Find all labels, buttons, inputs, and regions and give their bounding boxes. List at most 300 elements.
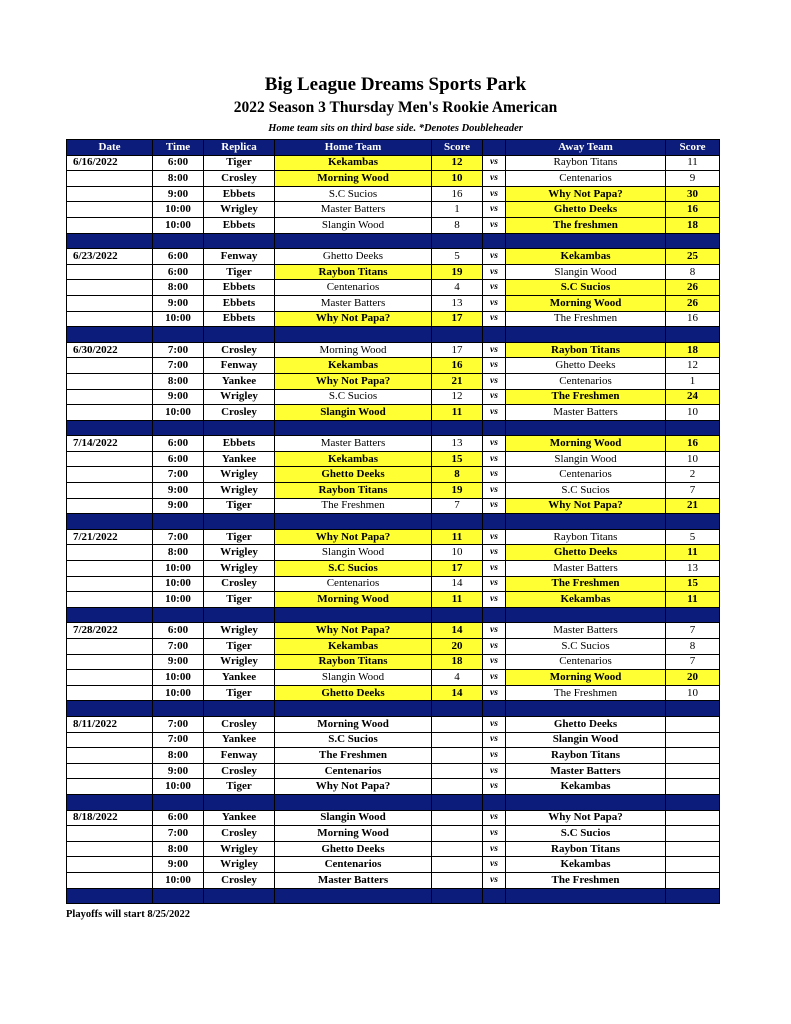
game-time: 7:00 bbox=[153, 826, 204, 842]
game-date bbox=[67, 654, 153, 670]
vs-label: vs bbox=[483, 389, 506, 405]
game-date bbox=[67, 779, 153, 795]
game-date bbox=[67, 857, 153, 873]
home-score bbox=[432, 716, 483, 732]
separator-cell bbox=[153, 233, 204, 249]
vs-label: vs bbox=[483, 155, 506, 171]
away-score: 16 bbox=[666, 436, 720, 452]
away-team: The Freshmen bbox=[506, 576, 666, 592]
game-replica: Tiger bbox=[204, 685, 275, 701]
home-score: 13 bbox=[432, 295, 483, 311]
away-score: 16 bbox=[666, 311, 720, 327]
home-score: 14 bbox=[432, 685, 483, 701]
game-time: 7:00 bbox=[153, 732, 204, 748]
away-score: 13 bbox=[666, 561, 720, 577]
game-date bbox=[67, 763, 153, 779]
home-score bbox=[432, 872, 483, 888]
separator-cell bbox=[204, 327, 275, 343]
home-score: 7 bbox=[432, 498, 483, 514]
separator-cell bbox=[275, 233, 432, 249]
game-time: 8:00 bbox=[153, 280, 204, 296]
home-team: Kekambas bbox=[275, 451, 432, 467]
home-team: Raybon Titans bbox=[275, 264, 432, 280]
home-team: Why Not Papa? bbox=[275, 311, 432, 327]
separator-cell bbox=[67, 607, 153, 623]
game-replica: Crosley bbox=[204, 576, 275, 592]
home-score: 21 bbox=[432, 373, 483, 389]
away-team: Centenarios bbox=[506, 654, 666, 670]
vs-label: vs bbox=[483, 592, 506, 608]
separator-cell bbox=[432, 794, 483, 810]
home-score: 8 bbox=[432, 217, 483, 233]
game-replica: Crosley bbox=[204, 171, 275, 187]
separator-cell bbox=[153, 327, 204, 343]
home-team: Centenarios bbox=[275, 576, 432, 592]
separator-cell bbox=[666, 701, 720, 717]
vs-label: vs bbox=[483, 358, 506, 374]
home-score bbox=[432, 810, 483, 826]
separator-cell bbox=[506, 607, 666, 623]
week-separator bbox=[67, 420, 720, 436]
home-team: Morning Wood bbox=[275, 592, 432, 608]
game-time: 10:00 bbox=[153, 561, 204, 577]
game-date bbox=[67, 280, 153, 296]
away-score bbox=[666, 841, 720, 857]
home-score: 17 bbox=[432, 311, 483, 327]
away-score bbox=[666, 872, 720, 888]
away-team: Ghetto Deeks bbox=[506, 545, 666, 561]
home-score: 1 bbox=[432, 202, 483, 218]
home-team: Why Not Papa? bbox=[275, 779, 432, 795]
game-date: 6/23/2022 bbox=[67, 249, 153, 265]
separator-cell bbox=[275, 794, 432, 810]
away-team: Slangin Wood bbox=[506, 264, 666, 280]
home-team: Raybon Titans bbox=[275, 654, 432, 670]
header-away-score: Score bbox=[666, 140, 720, 156]
playoffs-note: Playoffs will start 8/25/2022 bbox=[66, 909, 190, 920]
table-header-row bbox=[67, 140, 720, 156]
home-team: Kekambas bbox=[275, 358, 432, 374]
game-replica: Crosley bbox=[204, 716, 275, 732]
table-row bbox=[67, 748, 720, 764]
away-team: Slangin Wood bbox=[506, 732, 666, 748]
home-team: Master Batters bbox=[275, 202, 432, 218]
table-row bbox=[67, 171, 720, 187]
separator-cell bbox=[67, 888, 153, 904]
separator-cell bbox=[506, 701, 666, 717]
home-team: Why Not Papa? bbox=[275, 623, 432, 639]
table-row bbox=[67, 810, 720, 826]
game-date bbox=[67, 405, 153, 421]
game-date bbox=[67, 389, 153, 405]
separator-cell bbox=[432, 607, 483, 623]
game-time: 6:00 bbox=[153, 810, 204, 826]
game-date bbox=[67, 498, 153, 514]
game-date: 7/28/2022 bbox=[67, 623, 153, 639]
away-team: S.C Sucios bbox=[506, 639, 666, 655]
game-time: 10:00 bbox=[153, 872, 204, 888]
game-time: 8:00 bbox=[153, 841, 204, 857]
home-score: 4 bbox=[432, 670, 483, 686]
game-time: 10:00 bbox=[153, 202, 204, 218]
vs-label: vs bbox=[483, 670, 506, 686]
table-row bbox=[67, 545, 720, 561]
game-replica: Wrigley bbox=[204, 841, 275, 857]
vs-label: vs bbox=[483, 716, 506, 732]
separator-cell bbox=[204, 701, 275, 717]
vs-label: vs bbox=[483, 171, 506, 187]
week-separator bbox=[67, 888, 720, 904]
separator-cell bbox=[275, 420, 432, 436]
home-team: Ghetto Deeks bbox=[275, 841, 432, 857]
table-row bbox=[67, 732, 720, 748]
game-date: 6/16/2022 bbox=[67, 155, 153, 171]
table-row bbox=[67, 561, 720, 577]
game-replica: Tiger bbox=[204, 639, 275, 655]
away-score bbox=[666, 748, 720, 764]
game-date bbox=[67, 841, 153, 857]
separator-cell bbox=[483, 701, 506, 717]
home-score bbox=[432, 779, 483, 795]
vs-label: vs bbox=[483, 841, 506, 857]
away-score: 7 bbox=[666, 623, 720, 639]
game-date bbox=[67, 732, 153, 748]
vs-label: vs bbox=[483, 186, 506, 202]
away-team: Why Not Papa? bbox=[506, 186, 666, 202]
away-team: Why Not Papa? bbox=[506, 498, 666, 514]
home-score: 8 bbox=[432, 467, 483, 483]
separator-cell bbox=[483, 420, 506, 436]
home-score bbox=[432, 763, 483, 779]
separator-cell bbox=[483, 327, 506, 343]
table-row bbox=[67, 857, 720, 873]
game-time: 10:00 bbox=[153, 592, 204, 608]
game-replica: Wrigley bbox=[204, 623, 275, 639]
home-team: Raybon Titans bbox=[275, 483, 432, 499]
game-replica: Tiger bbox=[204, 264, 275, 280]
game-time: 7:00 bbox=[153, 358, 204, 374]
home-team: Morning Wood bbox=[275, 171, 432, 187]
game-time: 6:00 bbox=[153, 249, 204, 265]
separator-cell bbox=[204, 420, 275, 436]
home-team: Master Batters bbox=[275, 872, 432, 888]
home-team: Kekambas bbox=[275, 639, 432, 655]
page-subtitle: 2022 Season 3 Thursday Men's Rookie American bbox=[233, 99, 558, 116]
vs-label: vs bbox=[483, 311, 506, 327]
vs-label: vs bbox=[483, 295, 506, 311]
game-time: 7:00 bbox=[153, 529, 204, 545]
home-team: Slangin Wood bbox=[275, 405, 432, 421]
table-row bbox=[67, 623, 720, 639]
game-date: 6/30/2022 bbox=[67, 342, 153, 358]
vs-label: vs bbox=[483, 373, 506, 389]
table-row bbox=[67, 249, 720, 265]
away-score: 1 bbox=[666, 373, 720, 389]
separator-cell bbox=[483, 233, 506, 249]
game-date bbox=[67, 467, 153, 483]
game-replica: Tiger bbox=[204, 529, 275, 545]
away-score: 24 bbox=[666, 389, 720, 405]
home-score: 20 bbox=[432, 639, 483, 655]
game-time: 8:00 bbox=[153, 748, 204, 764]
away-score bbox=[666, 810, 720, 826]
home-score: 13 bbox=[432, 436, 483, 452]
game-time: 9:00 bbox=[153, 498, 204, 514]
home-score: 19 bbox=[432, 264, 483, 280]
vs-label: vs bbox=[483, 342, 506, 358]
vs-label: vs bbox=[483, 545, 506, 561]
table-row bbox=[67, 592, 720, 608]
game-time: 9:00 bbox=[153, 483, 204, 499]
separator-cell bbox=[204, 233, 275, 249]
game-replica: Tiger bbox=[204, 592, 275, 608]
separator-cell bbox=[666, 514, 720, 530]
table-row bbox=[67, 685, 720, 701]
separator-cell bbox=[432, 233, 483, 249]
separator-cell bbox=[483, 607, 506, 623]
game-date bbox=[67, 373, 153, 389]
header-home-score: Score bbox=[432, 140, 483, 156]
vs-label: vs bbox=[483, 639, 506, 655]
separator-cell bbox=[432, 514, 483, 530]
game-time: 8:00 bbox=[153, 545, 204, 561]
table-row bbox=[67, 467, 720, 483]
game-time: 10:00 bbox=[153, 311, 204, 327]
game-date bbox=[67, 186, 153, 202]
table-row bbox=[67, 264, 720, 280]
game-time: 10:00 bbox=[153, 217, 204, 233]
game-replica: Wrigley bbox=[204, 561, 275, 577]
away-team: The Freshmen bbox=[506, 872, 666, 888]
game-time: 6:00 bbox=[153, 451, 204, 467]
table-row bbox=[67, 779, 720, 795]
home-score: 14 bbox=[432, 576, 483, 592]
week-separator bbox=[67, 794, 720, 810]
away-score bbox=[666, 857, 720, 873]
home-team: The Freshmen bbox=[275, 498, 432, 514]
separator-cell bbox=[204, 794, 275, 810]
game-date: 8/18/2022 bbox=[67, 810, 153, 826]
game-date bbox=[67, 295, 153, 311]
home-team: The Freshmen bbox=[275, 748, 432, 764]
game-replica: Wrigley bbox=[204, 654, 275, 670]
away-team: Morning Wood bbox=[506, 436, 666, 452]
vs-label: vs bbox=[483, 748, 506, 764]
game-replica: Wrigley bbox=[204, 389, 275, 405]
home-score: 17 bbox=[432, 561, 483, 577]
away-team: Ghetto Deeks bbox=[506, 358, 666, 374]
vs-label: vs bbox=[483, 826, 506, 842]
home-team: Centenarios bbox=[275, 857, 432, 873]
away-score: 30 bbox=[666, 186, 720, 202]
home-score bbox=[432, 826, 483, 842]
separator-cell bbox=[153, 420, 204, 436]
game-time: 10:00 bbox=[153, 779, 204, 795]
table-row bbox=[67, 826, 720, 842]
home-score: 19 bbox=[432, 483, 483, 499]
week-separator bbox=[67, 514, 720, 530]
table-row bbox=[67, 405, 720, 421]
game-replica: Ebbets bbox=[204, 436, 275, 452]
separator-cell bbox=[275, 514, 432, 530]
away-team: Centenarios bbox=[506, 171, 666, 187]
away-team: Kekambas bbox=[506, 779, 666, 795]
away-team: Kekambas bbox=[506, 592, 666, 608]
home-score: 11 bbox=[432, 529, 483, 545]
away-team: S.C Sucios bbox=[506, 280, 666, 296]
home-score: 10 bbox=[432, 545, 483, 561]
away-score: 2 bbox=[666, 467, 720, 483]
home-score: 16 bbox=[432, 358, 483, 374]
home-score: 15 bbox=[432, 451, 483, 467]
header-replica: Replica bbox=[204, 140, 275, 156]
table-row bbox=[67, 202, 720, 218]
table-row bbox=[67, 639, 720, 655]
away-score: 21 bbox=[666, 498, 720, 514]
away-score: 11 bbox=[666, 592, 720, 608]
game-replica: Crosley bbox=[204, 405, 275, 421]
away-score bbox=[666, 826, 720, 842]
away-team: Why Not Papa? bbox=[506, 810, 666, 826]
table-row bbox=[67, 763, 720, 779]
game-replica: Fenway bbox=[204, 358, 275, 374]
game-date: 7/21/2022 bbox=[67, 529, 153, 545]
game-time: 6:00 bbox=[153, 264, 204, 280]
game-replica: Wrigley bbox=[204, 467, 275, 483]
separator-cell bbox=[506, 794, 666, 810]
table-row bbox=[67, 155, 720, 171]
table-row bbox=[67, 716, 720, 732]
separator-cell bbox=[506, 233, 666, 249]
week-separator bbox=[67, 233, 720, 249]
vs-label: vs bbox=[483, 405, 506, 421]
week-separator bbox=[67, 607, 720, 623]
separator-cell bbox=[506, 420, 666, 436]
home-team: Slangin Wood bbox=[275, 217, 432, 233]
home-team: Why Not Papa? bbox=[275, 529, 432, 545]
table-row bbox=[67, 670, 720, 686]
home-team: S.C Sucios bbox=[275, 186, 432, 202]
vs-label: vs bbox=[483, 467, 506, 483]
game-date bbox=[67, 826, 153, 842]
game-time: 10:00 bbox=[153, 576, 204, 592]
table-row bbox=[67, 654, 720, 670]
vs-label: vs bbox=[483, 857, 506, 873]
game-date: 7/14/2022 bbox=[67, 436, 153, 452]
away-team: Morning Wood bbox=[506, 670, 666, 686]
separator-cell bbox=[153, 607, 204, 623]
away-team: Master Batters bbox=[506, 561, 666, 577]
home-team: Kekambas bbox=[275, 155, 432, 171]
away-team: Raybon Titans bbox=[506, 155, 666, 171]
home-team: Morning Wood bbox=[275, 826, 432, 842]
home-score: 16 bbox=[432, 186, 483, 202]
game-time: 6:00 bbox=[153, 623, 204, 639]
separator-cell bbox=[67, 233, 153, 249]
away-score: 11 bbox=[666, 545, 720, 561]
away-score: 26 bbox=[666, 280, 720, 296]
home-score bbox=[432, 857, 483, 873]
away-score: 10 bbox=[666, 685, 720, 701]
game-replica: Yankee bbox=[204, 732, 275, 748]
home-team: S.C Sucios bbox=[275, 389, 432, 405]
header-date: Date bbox=[67, 140, 153, 156]
separator-cell bbox=[666, 607, 720, 623]
schedule-table bbox=[66, 139, 720, 904]
home-team: Ghetto Deeks bbox=[275, 249, 432, 265]
week-separator bbox=[67, 327, 720, 343]
home-team: Morning Wood bbox=[275, 342, 432, 358]
home-score bbox=[432, 748, 483, 764]
vs-label: vs bbox=[483, 872, 506, 888]
table-row bbox=[67, 872, 720, 888]
game-date bbox=[67, 748, 153, 764]
game-time: 7:00 bbox=[153, 716, 204, 732]
vs-label: vs bbox=[483, 217, 506, 233]
home-score bbox=[432, 732, 483, 748]
game-replica: Tiger bbox=[204, 155, 275, 171]
away-team: Master Batters bbox=[506, 763, 666, 779]
separator-cell bbox=[483, 794, 506, 810]
home-score: 10 bbox=[432, 171, 483, 187]
vs-label: vs bbox=[483, 654, 506, 670]
vs-label: vs bbox=[483, 763, 506, 779]
home-team: Master Batters bbox=[275, 436, 432, 452]
vs-label: vs bbox=[483, 810, 506, 826]
separator-cell bbox=[153, 514, 204, 530]
away-score: 25 bbox=[666, 249, 720, 265]
game-time: 9:00 bbox=[153, 857, 204, 873]
game-time: 7:00 bbox=[153, 342, 204, 358]
separator-cell bbox=[67, 701, 153, 717]
away-score: 16 bbox=[666, 202, 720, 218]
table-row bbox=[67, 498, 720, 514]
game-replica: Yankee bbox=[204, 451, 275, 467]
game-date bbox=[67, 217, 153, 233]
away-team: Slangin Wood bbox=[506, 451, 666, 467]
away-score: 15 bbox=[666, 576, 720, 592]
game-date bbox=[67, 685, 153, 701]
home-score: 5 bbox=[432, 249, 483, 265]
separator-cell bbox=[432, 888, 483, 904]
home-team: S.C Sucios bbox=[275, 732, 432, 748]
game-date: 8/11/2022 bbox=[67, 716, 153, 732]
home-score bbox=[432, 841, 483, 857]
away-score bbox=[666, 716, 720, 732]
game-replica: Fenway bbox=[204, 748, 275, 764]
vs-label: vs bbox=[483, 436, 506, 452]
vs-label: vs bbox=[483, 576, 506, 592]
separator-cell bbox=[506, 327, 666, 343]
away-team: Ghetto Deeks bbox=[506, 716, 666, 732]
table-row bbox=[67, 186, 720, 202]
home-score: 18 bbox=[432, 654, 483, 670]
home-team: Morning Wood bbox=[275, 716, 432, 732]
game-date bbox=[67, 561, 153, 577]
away-team: Master Batters bbox=[506, 623, 666, 639]
table-row bbox=[67, 389, 720, 405]
game-date bbox=[67, 576, 153, 592]
game-date bbox=[67, 171, 153, 187]
separator-cell bbox=[204, 607, 275, 623]
away-team: The Freshmen bbox=[506, 685, 666, 701]
home-team: Centenarios bbox=[275, 280, 432, 296]
home-score: 11 bbox=[432, 405, 483, 421]
away-score: 10 bbox=[666, 451, 720, 467]
vs-label: vs bbox=[483, 202, 506, 218]
away-score: 7 bbox=[666, 654, 720, 670]
game-replica: Ebbets bbox=[204, 186, 275, 202]
